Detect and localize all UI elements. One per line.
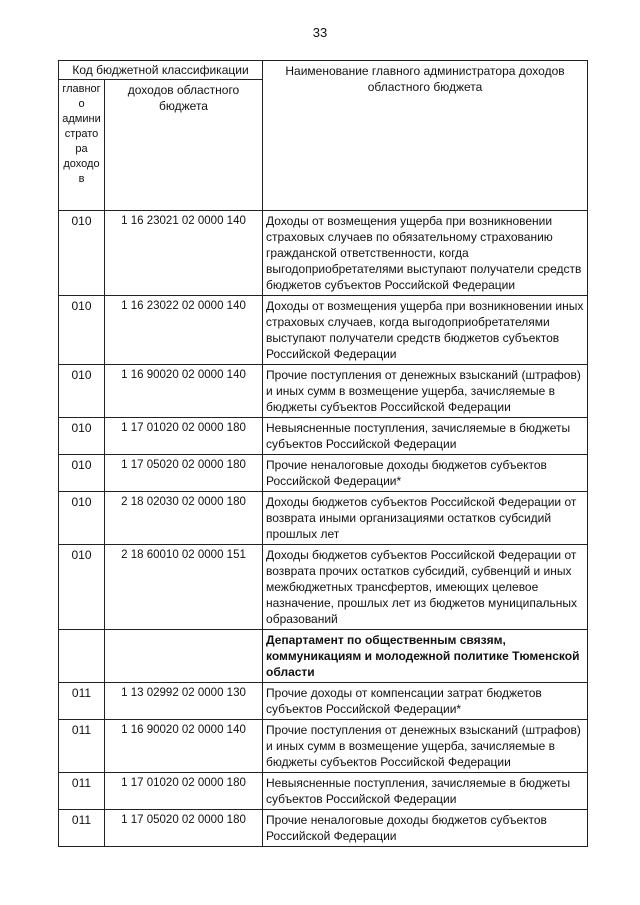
table-row xyxy=(59,720,588,773)
table-row xyxy=(59,630,588,683)
header-budget-classification-code: Код бюджетной классификации xyxy=(59,61,263,80)
admin-code-cell: 010 xyxy=(59,365,105,418)
admin-code-cell: 010 xyxy=(59,418,105,455)
income-code-cell: 1 17 01020 02 0000 180 xyxy=(105,418,263,455)
header-administrator-name: Наименование главного администратора доходов областного бюджета xyxy=(263,61,588,211)
income-code-cell: 1 17 01020 02 0000 180 xyxy=(105,773,263,810)
admin-code-cell: 011 xyxy=(59,683,105,720)
admin-code-cell: 011 xyxy=(59,810,105,847)
income-code-cell xyxy=(105,630,263,683)
table-row xyxy=(59,545,588,630)
income-code-cell: 2 18 60010 02 0000 151 xyxy=(105,545,263,630)
admin-code-cell: 011 xyxy=(59,720,105,773)
income-name-cell: Департамент по общественным связям, коммуникациям и молодежной политике Тюменской области xyxy=(263,630,588,683)
header-regional-income: доходов областного бюджета xyxy=(105,80,263,211)
income-name-cell: Прочие поступления от денежных взысканий (штрафов) и иных сумм в возмещение ущерба, зачисляемые в бюджеты субъектов Российской Федерации xyxy=(263,720,588,773)
income-name-cell: Доходы от возмещения ущерба при возникновении страховых случаев по обязательному страхованию гражданской ответственности, когда выгодоприобретателями выступают получатели средств бюджетов субъектов Российской Федерации xyxy=(263,211,588,296)
page-number: 33 xyxy=(312,25,328,40)
table-row xyxy=(59,683,588,720)
income-code-cell: 1 17 05020 02 0000 180 xyxy=(105,810,263,847)
table-row xyxy=(59,455,588,492)
table-row xyxy=(59,810,588,847)
income-code-cell: 1 13 02992 02 0000 130 xyxy=(105,683,263,720)
admin-code-cell: 010 xyxy=(59,492,105,545)
table-row xyxy=(59,418,588,455)
admin-code-cell: 010 xyxy=(59,545,105,630)
income-name-cell: Невыясненные поступления, зачисляемые в бюджеты субъектов Российской Федерации xyxy=(263,418,588,455)
budget-classification-table xyxy=(58,60,588,847)
income-code-cell: 1 17 05020 02 0000 180 xyxy=(105,455,263,492)
table-row xyxy=(59,365,588,418)
income-name-cell: Прочие поступления от денежных взысканий (штрафов) и иных сумм в возмещение ущерба, зачисляемые в бюджеты субъектов Российской Федерации xyxy=(263,365,588,418)
table-row xyxy=(59,773,588,810)
table-body xyxy=(59,211,588,847)
header-main-administrator: главного администратора доходов xyxy=(59,80,105,211)
table-row xyxy=(59,492,588,545)
table-header xyxy=(59,61,588,211)
table-row xyxy=(59,211,588,296)
income-name-cell: Доходы от возмещения ущерба при возникновении иных страховых случаев, когда выгодоприобретателями выступают получатели средств бюджетов субъектов Российской Федерации xyxy=(263,296,588,365)
income-name-cell: Доходы бюджетов субъектов Российской Федерации от возврата иными организациями остатков субсидий прошлых лет xyxy=(263,492,588,545)
admin-code-cell: 010 xyxy=(59,455,105,492)
income-code-cell: 1 16 90020 02 0000 140 xyxy=(105,365,263,418)
income-name-cell: Прочие неналоговые доходы бюджетов субъектов Российской Федерации xyxy=(263,810,588,847)
admin-code-cell: 011 xyxy=(59,773,105,810)
admin-code-cell: 010 xyxy=(59,211,105,296)
income-code-cell: 1 16 23022 02 0000 140 xyxy=(105,296,263,365)
income-code-cell: 2 18 02030 02 0000 180 xyxy=(105,492,263,545)
income-name-cell: Прочие неналоговые доходы бюджетов субъектов Российской Федерации* xyxy=(263,455,588,492)
income-code-cell: 1 16 23021 02 0000 140 xyxy=(105,211,263,296)
income-name-cell: Доходы бюджетов субъектов Российской Федерации от возврата прочих остатков субсидий, субвенций и иных межбюджетных трансфертов, имеющих целевое назначение, прошлых лет из бюджетов муниципальных образований xyxy=(263,545,588,630)
income-name-cell: Невыясненные поступления, зачисляемые в бюджеты субъектов Российской Федерации xyxy=(263,773,588,810)
income-code-cell: 1 16 90020 02 0000 140 xyxy=(105,720,263,773)
income-name-cell: Прочие доходы от компенсации затрат бюджетов субъектов Российской Федерации* xyxy=(263,683,588,720)
admin-code-cell xyxy=(59,630,105,683)
table-row xyxy=(59,296,588,365)
admin-code-cell: 010 xyxy=(59,296,105,365)
